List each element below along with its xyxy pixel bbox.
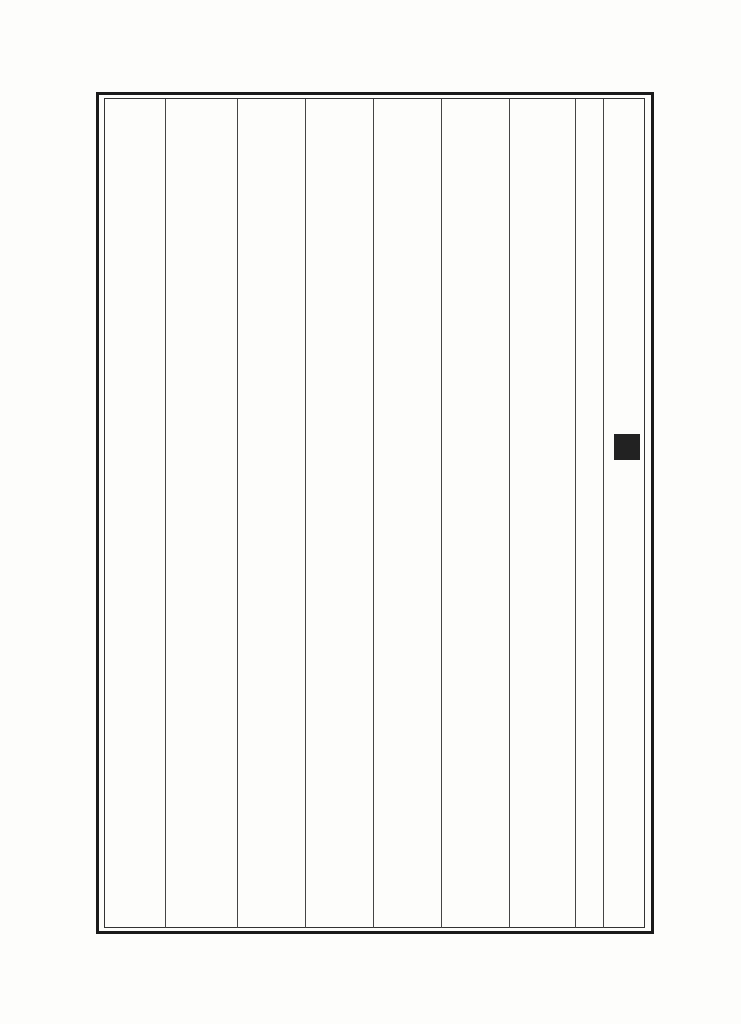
page-header (606, 104, 646, 824)
column-rule (603, 99, 604, 928)
page-border-inner (104, 98, 645, 928)
column-rule (165, 99, 166, 928)
fish-tail-mark-icon (614, 434, 640, 460)
column-rule (575, 99, 576, 928)
column-rule (441, 99, 442, 928)
column-rule (305, 99, 306, 928)
column-rule (509, 99, 510, 928)
column-rule (237, 99, 238, 928)
column-rule (373, 99, 374, 928)
